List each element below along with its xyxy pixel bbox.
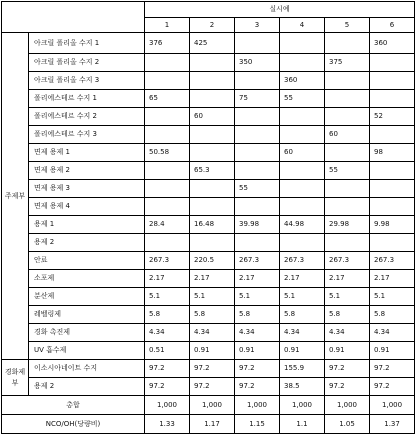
value-cell: 55 bbox=[235, 180, 280, 198]
total-value-cell: 1,000 bbox=[235, 396, 280, 415]
value-cell: 0.51 bbox=[145, 342, 190, 360]
table-row bbox=[2, 270, 415, 288]
column-header-6: 6 bbox=[370, 18, 415, 33]
value-cell: 98 bbox=[370, 144, 415, 162]
total-value-cell: 1,000 bbox=[280, 396, 325, 415]
value-cell: 5.1 bbox=[145, 288, 190, 306]
row-label: 면제 용제 3 bbox=[29, 180, 145, 198]
value-cell bbox=[370, 126, 415, 144]
total-value-cell: 1.37 bbox=[370, 415, 415, 434]
value-cell: 5.8 bbox=[370, 306, 415, 324]
value-cell: 4.34 bbox=[145, 324, 190, 342]
value-cell: 97.2 bbox=[370, 378, 415, 396]
row-label: 아크릴 폴리올 수지 2 bbox=[29, 54, 145, 72]
value-cell bbox=[370, 54, 415, 72]
header-corner-cell bbox=[2, 2, 145, 33]
value-cell: 52 bbox=[370, 108, 415, 126]
value-cell: 4.34 bbox=[235, 324, 280, 342]
value-cell: 2.17 bbox=[190, 270, 235, 288]
value-cell bbox=[145, 126, 190, 144]
header-row-group bbox=[2, 2, 415, 18]
value-cell: 2.17 bbox=[280, 270, 325, 288]
value-cell bbox=[280, 33, 325, 54]
value-cell: 375 bbox=[325, 54, 370, 72]
value-cell bbox=[190, 90, 235, 108]
column-header-4: 4 bbox=[280, 18, 325, 33]
value-cell bbox=[235, 162, 280, 180]
row-label: 용제 1 bbox=[29, 216, 145, 234]
value-cell: 4.34 bbox=[325, 324, 370, 342]
composition-table bbox=[1, 1, 415, 434]
value-cell bbox=[325, 198, 370, 216]
column-header-5: 5 bbox=[325, 18, 370, 33]
row-label: 아크릴 폴리올 수지 1 bbox=[29, 33, 145, 54]
total-value-cell: 1.1 bbox=[280, 415, 325, 434]
total-value-cell: 1.33 bbox=[145, 415, 190, 434]
value-cell: 5.8 bbox=[145, 306, 190, 324]
row-label: 이소시아네이트 수지 bbox=[29, 360, 145, 378]
value-cell bbox=[190, 72, 235, 90]
value-cell bbox=[145, 54, 190, 72]
value-cell bbox=[145, 72, 190, 90]
value-cell: 350 bbox=[235, 54, 280, 72]
column-header-3: 3 bbox=[235, 18, 280, 33]
value-cell: 376 bbox=[145, 33, 190, 54]
table-row bbox=[2, 360, 415, 378]
value-cell: 5.1 bbox=[190, 288, 235, 306]
value-cell: 4.34 bbox=[370, 324, 415, 342]
value-cell bbox=[235, 234, 280, 252]
table-row bbox=[2, 324, 415, 342]
value-cell: 97.2 bbox=[325, 360, 370, 378]
value-cell bbox=[235, 144, 280, 162]
value-cell: 5.1 bbox=[325, 288, 370, 306]
header-group-title: 실시예 bbox=[145, 2, 415, 18]
table-row bbox=[2, 144, 415, 162]
total-value-cell: 1,000 bbox=[145, 396, 190, 415]
value-cell bbox=[190, 198, 235, 216]
row-label: 면제 용제 4 bbox=[29, 198, 145, 216]
value-cell: 5.1 bbox=[235, 288, 280, 306]
value-cell: 2.17 bbox=[235, 270, 280, 288]
value-cell bbox=[145, 180, 190, 198]
value-cell bbox=[280, 54, 325, 72]
value-cell bbox=[325, 72, 370, 90]
value-cell bbox=[190, 144, 235, 162]
value-cell: 55 bbox=[325, 162, 370, 180]
total-value-cell: 1.15 bbox=[235, 415, 280, 434]
value-cell bbox=[190, 180, 235, 198]
value-cell bbox=[235, 72, 280, 90]
value-cell: 0.91 bbox=[370, 342, 415, 360]
value-cell bbox=[235, 126, 280, 144]
group-label-main: 주제부 bbox=[2, 33, 29, 360]
value-cell bbox=[145, 108, 190, 126]
row-label: 폴리에스테르 수지 2 bbox=[29, 108, 145, 126]
value-cell: 55 bbox=[280, 90, 325, 108]
column-header-2: 2 bbox=[190, 18, 235, 33]
value-cell bbox=[280, 234, 325, 252]
total-value-cell: 1.17 bbox=[190, 415, 235, 434]
value-cell bbox=[280, 162, 325, 180]
value-cell: 2.17 bbox=[145, 270, 190, 288]
value-cell: 28.4 bbox=[145, 216, 190, 234]
value-cell: 5.1 bbox=[370, 288, 415, 306]
table-row bbox=[2, 198, 415, 216]
value-cell: 97.2 bbox=[370, 360, 415, 378]
table-row bbox=[2, 162, 415, 180]
value-cell: 75 bbox=[235, 90, 280, 108]
table-body bbox=[2, 2, 415, 434]
value-cell: 60 bbox=[190, 108, 235, 126]
value-cell: 267.3 bbox=[280, 252, 325, 270]
row-label: 소포제 bbox=[29, 270, 145, 288]
row-label: 안료 bbox=[29, 252, 145, 270]
table-row bbox=[2, 378, 415, 396]
value-cell: 65.3 bbox=[190, 162, 235, 180]
value-cell bbox=[280, 126, 325, 144]
value-cell bbox=[325, 234, 370, 252]
row-label: 면제 용제 1 bbox=[29, 144, 145, 162]
group-label-curing: 경화제부 bbox=[2, 360, 29, 396]
value-cell bbox=[145, 234, 190, 252]
row-label: 분산제 bbox=[29, 288, 145, 306]
value-cell bbox=[145, 162, 190, 180]
value-cell: 97.2 bbox=[145, 360, 190, 378]
value-cell bbox=[370, 162, 415, 180]
value-cell bbox=[325, 108, 370, 126]
value-cell: 0.91 bbox=[280, 342, 325, 360]
value-cell: 267.3 bbox=[325, 252, 370, 270]
total-value-cell: 1,000 bbox=[370, 396, 415, 415]
value-cell bbox=[235, 33, 280, 54]
value-cell: 0.91 bbox=[235, 342, 280, 360]
row-label: 레벨링제 bbox=[29, 306, 145, 324]
total-label: 총합 bbox=[2, 396, 145, 415]
value-cell: 4.34 bbox=[280, 324, 325, 342]
value-cell: 0.91 bbox=[190, 342, 235, 360]
value-cell: 38.5 bbox=[280, 378, 325, 396]
value-cell: 60 bbox=[280, 144, 325, 162]
value-cell: 44.98 bbox=[280, 216, 325, 234]
value-cell bbox=[370, 90, 415, 108]
row-label: 용제 2 bbox=[29, 234, 145, 252]
value-cell: 5.8 bbox=[235, 306, 280, 324]
value-cell: 97.2 bbox=[190, 378, 235, 396]
value-cell: 267.3 bbox=[145, 252, 190, 270]
value-cell bbox=[370, 180, 415, 198]
table-row bbox=[2, 90, 415, 108]
row-label: 면제 용제 2 bbox=[29, 162, 145, 180]
row-label: 폴리에스테르 수지 1 bbox=[29, 90, 145, 108]
value-cell: 97.2 bbox=[190, 360, 235, 378]
table-row bbox=[2, 216, 415, 234]
value-cell: 267.3 bbox=[235, 252, 280, 270]
value-cell bbox=[235, 198, 280, 216]
value-cell bbox=[190, 234, 235, 252]
table-row bbox=[2, 108, 415, 126]
value-cell: 97.2 bbox=[235, 360, 280, 378]
total-value-cell: 1,000 bbox=[325, 396, 370, 415]
table-row bbox=[2, 252, 415, 270]
value-cell bbox=[190, 54, 235, 72]
value-cell: 5.8 bbox=[190, 306, 235, 324]
table-row bbox=[2, 306, 415, 324]
value-cell bbox=[325, 33, 370, 54]
value-cell: 5.1 bbox=[280, 288, 325, 306]
value-cell bbox=[370, 234, 415, 252]
value-cell bbox=[280, 108, 325, 126]
row-label: UV 흡수제 bbox=[29, 342, 145, 360]
value-cell: 16.48 bbox=[190, 216, 235, 234]
value-cell bbox=[325, 144, 370, 162]
table-row bbox=[2, 288, 415, 306]
value-cell: 5.8 bbox=[325, 306, 370, 324]
row-label: 용제 2 bbox=[29, 378, 145, 396]
value-cell: 39.98 bbox=[235, 216, 280, 234]
value-cell: 65 bbox=[145, 90, 190, 108]
value-cell: 155.9 bbox=[280, 360, 325, 378]
value-cell: 2.17 bbox=[370, 270, 415, 288]
value-cell bbox=[145, 198, 190, 216]
value-cell: 267.3 bbox=[370, 252, 415, 270]
table-row bbox=[2, 54, 415, 72]
total-row bbox=[2, 396, 415, 415]
value-cell: 9.98 bbox=[370, 216, 415, 234]
table-row bbox=[2, 342, 415, 360]
value-cell bbox=[190, 126, 235, 144]
value-cell bbox=[280, 180, 325, 198]
total-value-cell: 1.05 bbox=[325, 415, 370, 434]
value-cell: 97.2 bbox=[145, 378, 190, 396]
value-cell: 360 bbox=[280, 72, 325, 90]
table-row bbox=[2, 180, 415, 198]
value-cell bbox=[370, 198, 415, 216]
table-row bbox=[2, 126, 415, 144]
value-cell bbox=[325, 180, 370, 198]
value-cell: 2.17 bbox=[325, 270, 370, 288]
total-label: NCO/OH(당량비) bbox=[2, 415, 145, 434]
value-cell bbox=[235, 108, 280, 126]
value-cell bbox=[280, 198, 325, 216]
composition-table-container bbox=[1, 1, 415, 434]
value-cell: 97.2 bbox=[235, 378, 280, 396]
value-cell: 4.34 bbox=[190, 324, 235, 342]
value-cell bbox=[370, 72, 415, 90]
value-cell: 60 bbox=[325, 126, 370, 144]
value-cell: 29.98 bbox=[325, 216, 370, 234]
value-cell: 97.2 bbox=[325, 378, 370, 396]
row-label: 아크릴 폴리올 수지 3 bbox=[29, 72, 145, 90]
value-cell: 0.91 bbox=[325, 342, 370, 360]
value-cell bbox=[325, 90, 370, 108]
value-cell: 5.8 bbox=[280, 306, 325, 324]
table-row bbox=[2, 33, 415, 54]
total-value-cell: 1,000 bbox=[190, 396, 235, 415]
table-row bbox=[2, 234, 415, 252]
value-cell: 425 bbox=[190, 33, 235, 54]
column-header-1: 1 bbox=[145, 18, 190, 33]
value-cell: 360 bbox=[370, 33, 415, 54]
value-cell: 220.5 bbox=[190, 252, 235, 270]
row-label: 폴리에스테르 수지 3 bbox=[29, 126, 145, 144]
value-cell: 50.58 bbox=[145, 144, 190, 162]
total-row bbox=[2, 415, 415, 434]
row-label: 경화 촉진제 bbox=[29, 324, 145, 342]
table-row bbox=[2, 72, 415, 90]
